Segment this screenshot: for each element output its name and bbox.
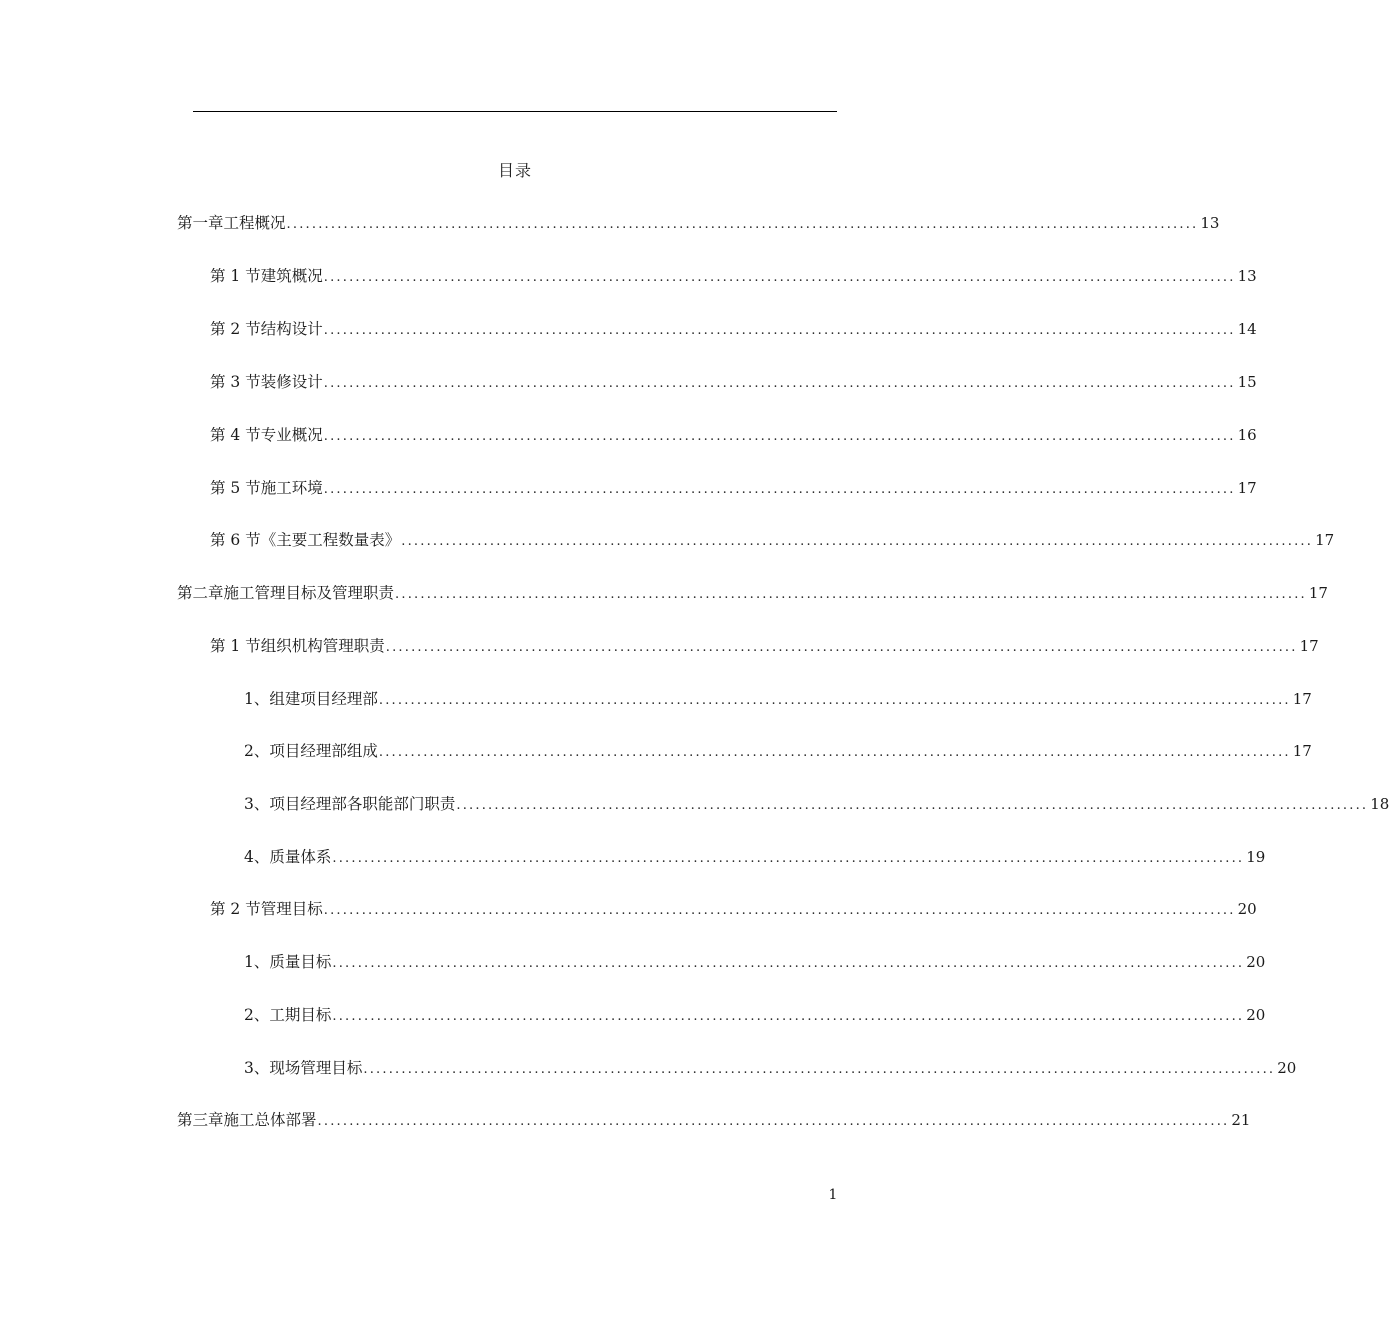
toc-entry-title: 施工管理目标及管理职责	[223, 584, 395, 602]
toc-entry-chapter-2[interactable]	[177, 581, 1328, 605]
toc-leader-dots: ................................................................................................................................................	[286, 217, 1199, 232]
toc-entry-title: 装修设计	[260, 373, 323, 391]
toc-entry-title: 质量目标	[269, 953, 332, 971]
toc-entry-page: 21	[1231, 1111, 1251, 1129]
toc-entry-chapter-3[interactable]	[177, 1108, 1251, 1132]
toc-leader-dots: ................................................................................................................................................	[323, 903, 1236, 918]
toc-entry-title: 工程概况	[223, 214, 286, 232]
toc-entry-number: 3、	[244, 1059, 270, 1077]
toc-entry-number: 2、	[244, 1006, 270, 1024]
toc-leader-dots: ................................................................................................................................................	[323, 323, 1236, 338]
toc-entry-item-2-2-1[interactable]	[244, 950, 1266, 974]
toc-entry-page: 17	[1308, 584, 1328, 602]
toc-entry-page: 17	[1237, 479, 1257, 497]
toc-entry-number: 1、	[244, 953, 270, 971]
toc-entry-number: 第 4 节	[210, 426, 261, 444]
toc-leader-dots: ................................................................................................................................................	[317, 1114, 1230, 1129]
toc-entry-section-1-3[interactable]	[210, 370, 1257, 394]
toc-entry-number: 第 1 节	[210, 267, 261, 285]
toc-entry-title: 施工总体部署	[223, 1111, 317, 1129]
toc-entry-title: 建筑概况	[260, 267, 323, 285]
toc-leader-dots: ................................................................................................................................................	[323, 429, 1236, 444]
toc-entry-page: 17	[1292, 690, 1312, 708]
toc-entry-page: 13	[1200, 214, 1220, 232]
toc-entry-chapter-1[interactable]	[177, 211, 1220, 235]
toc-entry-page: 20	[1277, 1059, 1297, 1077]
toc-entry-number: 第 2 节	[210, 900, 261, 918]
toc-entry-page: 13	[1237, 267, 1257, 285]
toc-entry-page: 20	[1246, 953, 1266, 971]
toc-entry-number: 4、	[244, 848, 270, 866]
toc-entry-title: 项目经理部组成	[269, 742, 378, 760]
toc-entry-section-1-4[interactable]	[210, 423, 1257, 447]
toc-entry-page: 15	[1237, 373, 1257, 391]
toc-leader-dots: ................................................................................................................................................	[395, 587, 1307, 602]
toc-entry-page: 20	[1237, 900, 1257, 918]
toc-leader-dots: ................................................................................................................................................	[323, 270, 1236, 285]
toc-entry-item-2-1-2[interactable]	[244, 739, 1312, 763]
toc-leader-dots: ................................................................................................................................................	[363, 1062, 1276, 1077]
toc-entry-title: 组建项目经理部	[269, 690, 378, 708]
toc-entry-title: 组织机构管理职责	[260, 637, 385, 655]
toc-entry-item-2-2-3[interactable]	[244, 1056, 1297, 1080]
toc-entry-number: 1、	[244, 690, 270, 708]
toc-leader-dots: ................................................................................................................................................	[332, 851, 1245, 866]
toc-leader-dots: ................................................................................................................................................	[378, 745, 1291, 760]
toc-entry-number: 第一章	[177, 214, 224, 232]
toc-entry-title: 管理目标	[260, 900, 323, 918]
toc-leader-dots: ................................................................................................................................................	[332, 1009, 1245, 1024]
toc-leader-dots: ................................................................................................................................................	[378, 693, 1291, 708]
toc-leader-dots: ................................................................................................................................................	[385, 640, 1298, 655]
toc-entry-title: 工期目标	[269, 1006, 332, 1024]
toc-entry-section-1-1[interactable]	[210, 264, 1257, 288]
toc-entry-number: 第 3 节	[210, 373, 261, 391]
toc-entry-page: 20	[1246, 1006, 1266, 1024]
toc-entry-number: 第 2 节	[210, 320, 261, 338]
toc-entry-section-1-2[interactable]	[210, 317, 1257, 341]
toc-entry-number: 2、	[244, 742, 270, 760]
toc-entry-page: 16	[1237, 426, 1257, 444]
toc-entry-page: 19	[1246, 848, 1266, 866]
toc-leader-dots: ................................................................................................................................................	[401, 534, 1314, 549]
toc-entry-number: 第二章	[177, 584, 224, 602]
toc-entry-item-2-1-4[interactable]	[244, 845, 1266, 869]
toc-entry-title: 项目经理部各职能部门职责	[269, 795, 456, 813]
toc-entry-page: 17	[1315, 531, 1335, 549]
toc-entry-section-1-5[interactable]	[210, 476, 1257, 500]
toc-entry-page: 18	[1370, 795, 1389, 813]
toc-entry-title: 施工环境	[260, 479, 323, 497]
toc-entry-section-2-2[interactable]	[210, 897, 1257, 921]
toc-entry-item-2-1-3[interactable]	[244, 792, 1389, 816]
toc-entry-item-2-2-2[interactable]	[244, 1003, 1266, 1027]
toc-leader-dots: ................................................................................................................................................	[332, 956, 1245, 971]
toc-leader-dots: ................................................................................................................................................	[323, 376, 1236, 391]
toc-entry-number: 3、	[244, 795, 270, 813]
toc-entry-title: 质量体系	[269, 848, 332, 866]
toc-entry-section-2-1[interactable]	[210, 634, 1319, 658]
toc-title: 目录	[497, 161, 532, 180]
toc-entry-title: 专业概况	[260, 426, 323, 444]
toc-entry-number: 第 1 节	[210, 637, 261, 655]
toc-entry-title: 《主要工程数量表》	[260, 531, 401, 549]
toc-entry-item-2-1-1[interactable]	[244, 687, 1312, 711]
toc-entry-title: 结构设计	[260, 320, 323, 338]
toc-entry-number: 第 6 节	[210, 531, 261, 549]
toc-entry-page: 17	[1292, 742, 1312, 760]
toc-entry-title: 现场管理目标	[269, 1059, 363, 1077]
toc-entry-page: 17	[1299, 637, 1319, 655]
toc-entry-number: 第三章	[177, 1111, 224, 1129]
toc-leader-dots: ................................................................................................................................................	[456, 798, 1369, 813]
toc-entry-section-1-6[interactable]	[210, 528, 1335, 552]
toc-entry-page: 14	[1237, 320, 1257, 338]
page-number: 1	[828, 1187, 838, 1203]
toc-leader-dots: ................................................................................................................................................	[323, 482, 1236, 497]
toc-entry-number: 第 5 节	[210, 479, 261, 497]
